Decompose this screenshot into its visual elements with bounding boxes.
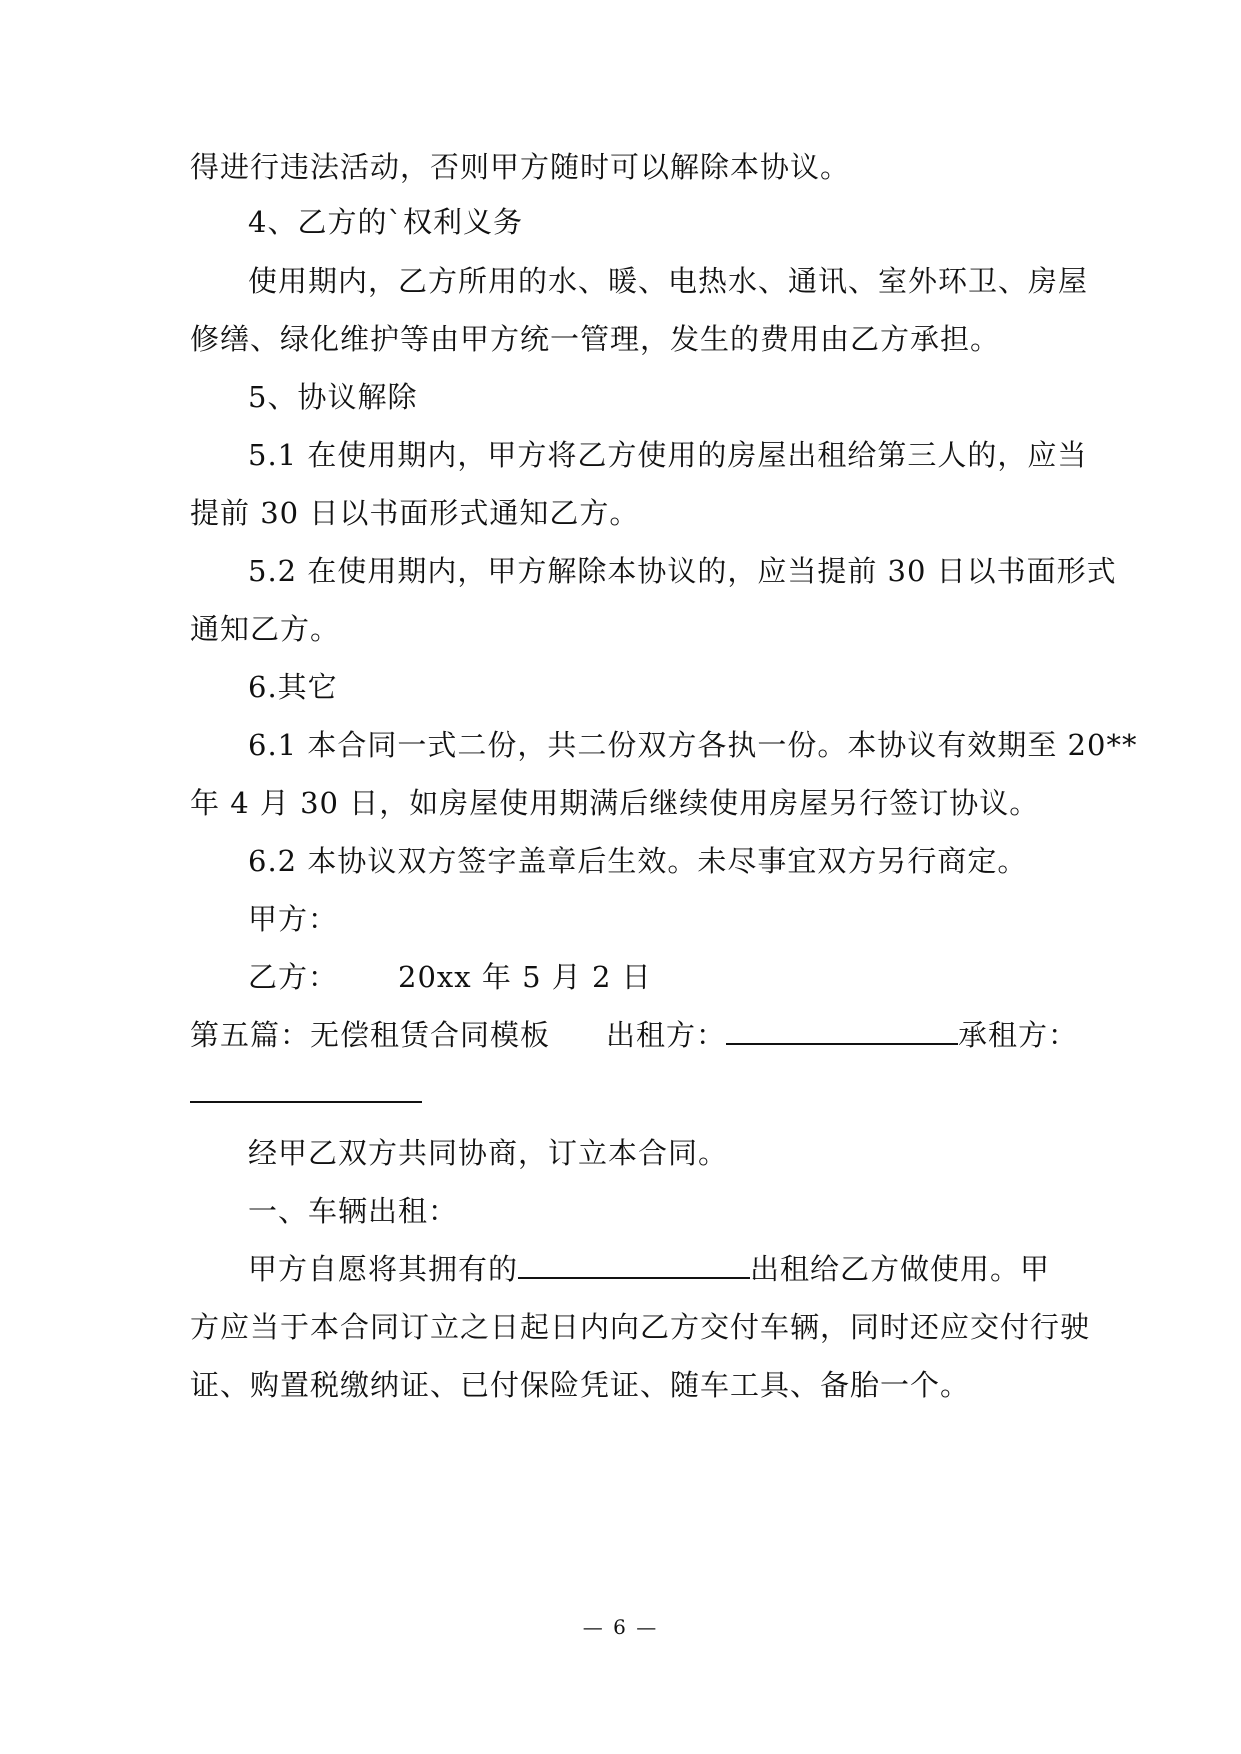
paragraph-line: 提前 30 日以书面形式通知乙方。: [190, 496, 640, 530]
section-heading-5: 5、协议解除: [248, 380, 418, 414]
paragraph-line: 方应当于本合同订立之日起日内向乙方交付车辆，同时还应交付行驶: [190, 1310, 1091, 1344]
lessee-blank: [190, 1077, 422, 1103]
paragraph-line: 修缮、绿化维护等由甲方统一管理，发生的费用由乙方承担。: [190, 322, 1001, 356]
vehicle-owner-text: 甲方自愿将其拥有的: [248, 1252, 519, 1286]
paragraph-line: 5.2 在使用期内，甲方解除本协议的，应当提前 30 日以书面形式: [248, 554, 1117, 588]
chapter-heading-line: [190, 1016, 1090, 1054]
paragraph-line: 使用期内，乙方所用的水、暖、电热水、通讯、室外环卫、房屋: [248, 264, 1089, 298]
paragraph-line: 得进行违法活动，否则甲方随时可以解除本协议。: [190, 150, 851, 184]
lessor-blank: [726, 1019, 958, 1045]
lease-to-text: 出租给乙方做使用。甲: [750, 1252, 1051, 1286]
signing-date: 20xx 年 5 月 2 日: [398, 960, 652, 994]
paragraph-line: 通知乙方。: [190, 612, 341, 646]
section-heading-vehicle: 一、车辆出租：: [248, 1194, 459, 1228]
paragraph-line: 年 4 月 30 日，如房屋使用期满后继续使用房屋另行签订协议。: [190, 786, 1040, 820]
section-heading-4: 4、乙方的`权利义务: [248, 205, 523, 239]
lessor-label: 出租方：: [606, 1018, 727, 1052]
lessee-blank-line: [190, 1074, 1090, 1112]
paragraph-line: 6.1 本合同一式二份，共二份双方各执一份。本协议有效期至 20**: [248, 728, 1138, 762]
chapter-title: 第五篇：无偿租赁合同模板: [190, 1018, 551, 1052]
paragraph-line: [248, 1250, 1148, 1288]
paragraph-line: 5.1 在使用期内，甲方将乙方使用的房屋出租给第三人的，应当: [248, 438, 1088, 472]
lessee-label: 承租方：: [958, 1018, 1079, 1052]
paragraph-line: 6.2 本协议双方签字盖章后生效。未尽事宜双方另行商定。: [248, 844, 1028, 878]
paragraph-line: 证、购置税缴纳证、已付保险凭证、随车工具、备胎一个。: [190, 1368, 971, 1402]
party-b-line: [248, 958, 1148, 996]
party-b-label: 乙方：: [248, 960, 339, 994]
party-a-label: 甲方：: [248, 902, 339, 936]
page-number: — 6 —: [582, 1615, 659, 1639]
vehicle-blank: [518, 1253, 750, 1279]
section-heading-6: 6.其它: [248, 670, 338, 704]
paragraph-line: 经甲乙双方共同协商，订立本合同。: [248, 1136, 729, 1170]
